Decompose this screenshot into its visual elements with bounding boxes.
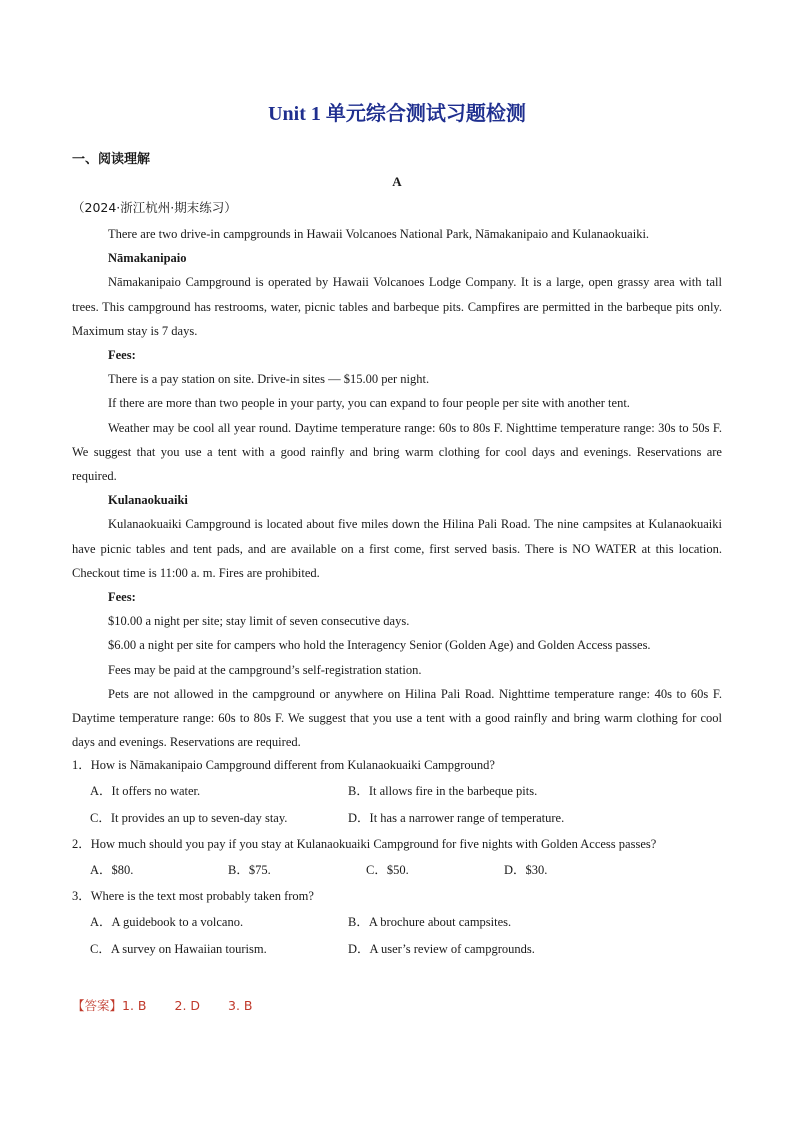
option-group — [72, 909, 722, 963]
passage-subheading: Nāmakanipaio — [108, 251, 187, 266]
question-item — [72, 832, 722, 884]
passage-paragraph: Kulanaokuaiki Campground is located about five miles down the Hilina Pali Road. The nine campsites at Kulanaokuaiki have picnic tables and tent pads, and are available on a first come, first served basis. There is NO WATER at this location. Checkout time is 11:00 a. m. Fires are prohibited. — [72, 517, 722, 580]
passage-subheading: Fees: — [108, 590, 136, 605]
page-title: Unit 1 单元综合测试习题检测 — [268, 103, 526, 125]
answer-item: 1. B — [122, 998, 147, 1013]
question-stem: 3．Where is the text most probably taken from? — [72, 889, 314, 903]
answer-item: 3. B — [228, 998, 253, 1013]
passage-paragraph: There are two drive-in campgrounds in Hawaii Volcanoes National Park, Nāmakanipaio and Kulanaokuaiki. — [108, 227, 650, 241]
answer-option: A．$80. — [90, 863, 134, 877]
answer-option: C．It provides an up to seven-day stay. — [90, 811, 288, 825]
answer-option: B．$75. — [228, 863, 271, 877]
answer-option: D．$30. — [504, 863, 548, 877]
passage-paragraph: Weather may be cool all year round. Daytime temperature range: 60s to 80s F. Nighttime temperature range: 30s to 50s F. We suggest that you use a tent with a good rainfly and bring warm clothing for cool days and evenings. Reservations are required. — [72, 420, 722, 484]
answer-label: 【答案】 — [72, 998, 123, 1013]
passage-subheading: Fees: — [108, 348, 136, 363]
passage-paragraph: There is a pay station on site. Drive-in sites — $15.00 per night. — [108, 372, 430, 387]
answer-option: B．A brochure about campsites. — [348, 915, 512, 929]
question-stem: 2．How much should you pay if you stay at Kulanaokuaiki Campground for five nights with Golden Access passes? — [72, 837, 657, 851]
option-group — [72, 857, 722, 884]
passage-letter: A — [392, 174, 402, 189]
question-list — [72, 753, 722, 963]
question-item — [72, 753, 722, 832]
passage-source: （2024·浙江杭州·期末练习） — [72, 200, 237, 215]
question-stem: 1．How is Nāmakanipaio Campground different from Kulanaokuaiki Campground? — [72, 758, 495, 772]
answer-option: C．$50. — [366, 863, 409, 877]
section-heading: 一、阅读理解 — [72, 152, 151, 167]
answer-option: C．A survey on Hawaiian tourism. — [90, 942, 267, 956]
answer-option: B．It allows fire in the barbeque pits. — [348, 784, 538, 798]
passage-paragraph: $6.00 a night per site for campers who hold the Interagency Senior (Golden Age) and Golden Access passes. — [108, 638, 651, 653]
passage-paragraph: Nāmakanipaio Campground is operated by Hawaii Volcanoes Lodge Company. It is a large, open grassy area with tall trees. This campground has restrooms, water, picnic tables and barbeque pits. Campfires are permitted in the barbeque pits only. Maximum stay is 7 days. — [72, 275, 722, 338]
passage-paragraph: $10.00 a night per site; stay limit of seven consecutive days. — [108, 614, 410, 629]
option-group — [72, 778, 722, 832]
answer-option: A．A guidebook to a volcano. — [90, 915, 244, 929]
answer-option: A．It offers no water. — [90, 784, 201, 798]
answer-option: D．A user’s review of campgrounds. — [348, 942, 535, 956]
passage-subheading: Kulanaokuaiki — [108, 493, 188, 508]
question-item — [72, 884, 722, 963]
passage-paragraph: If there are more than two people in your party, you can expand to four people per site with another tent. — [108, 396, 630, 411]
reading-passage — [72, 222, 722, 754]
passage-paragraph: Pets are not allowed in the campground or anywhere on Hilina Pali Road. Nighttime temperature range: 40s to 60s F. Daytime temperature range: 60s to 80s F. We suggest that you use a tent with a good rainfly and bring warm clothing for cool days and evenings. Reservations are required. — [72, 686, 722, 750]
answer-option: D．It has a narrower range of temperature. — [348, 811, 565, 825]
answer-item: 2. D — [174, 998, 201, 1013]
passage-paragraph: Fees may be paid at the campground’s self-registration station. — [108, 662, 422, 677]
answer-key — [72, 996, 281, 1014]
